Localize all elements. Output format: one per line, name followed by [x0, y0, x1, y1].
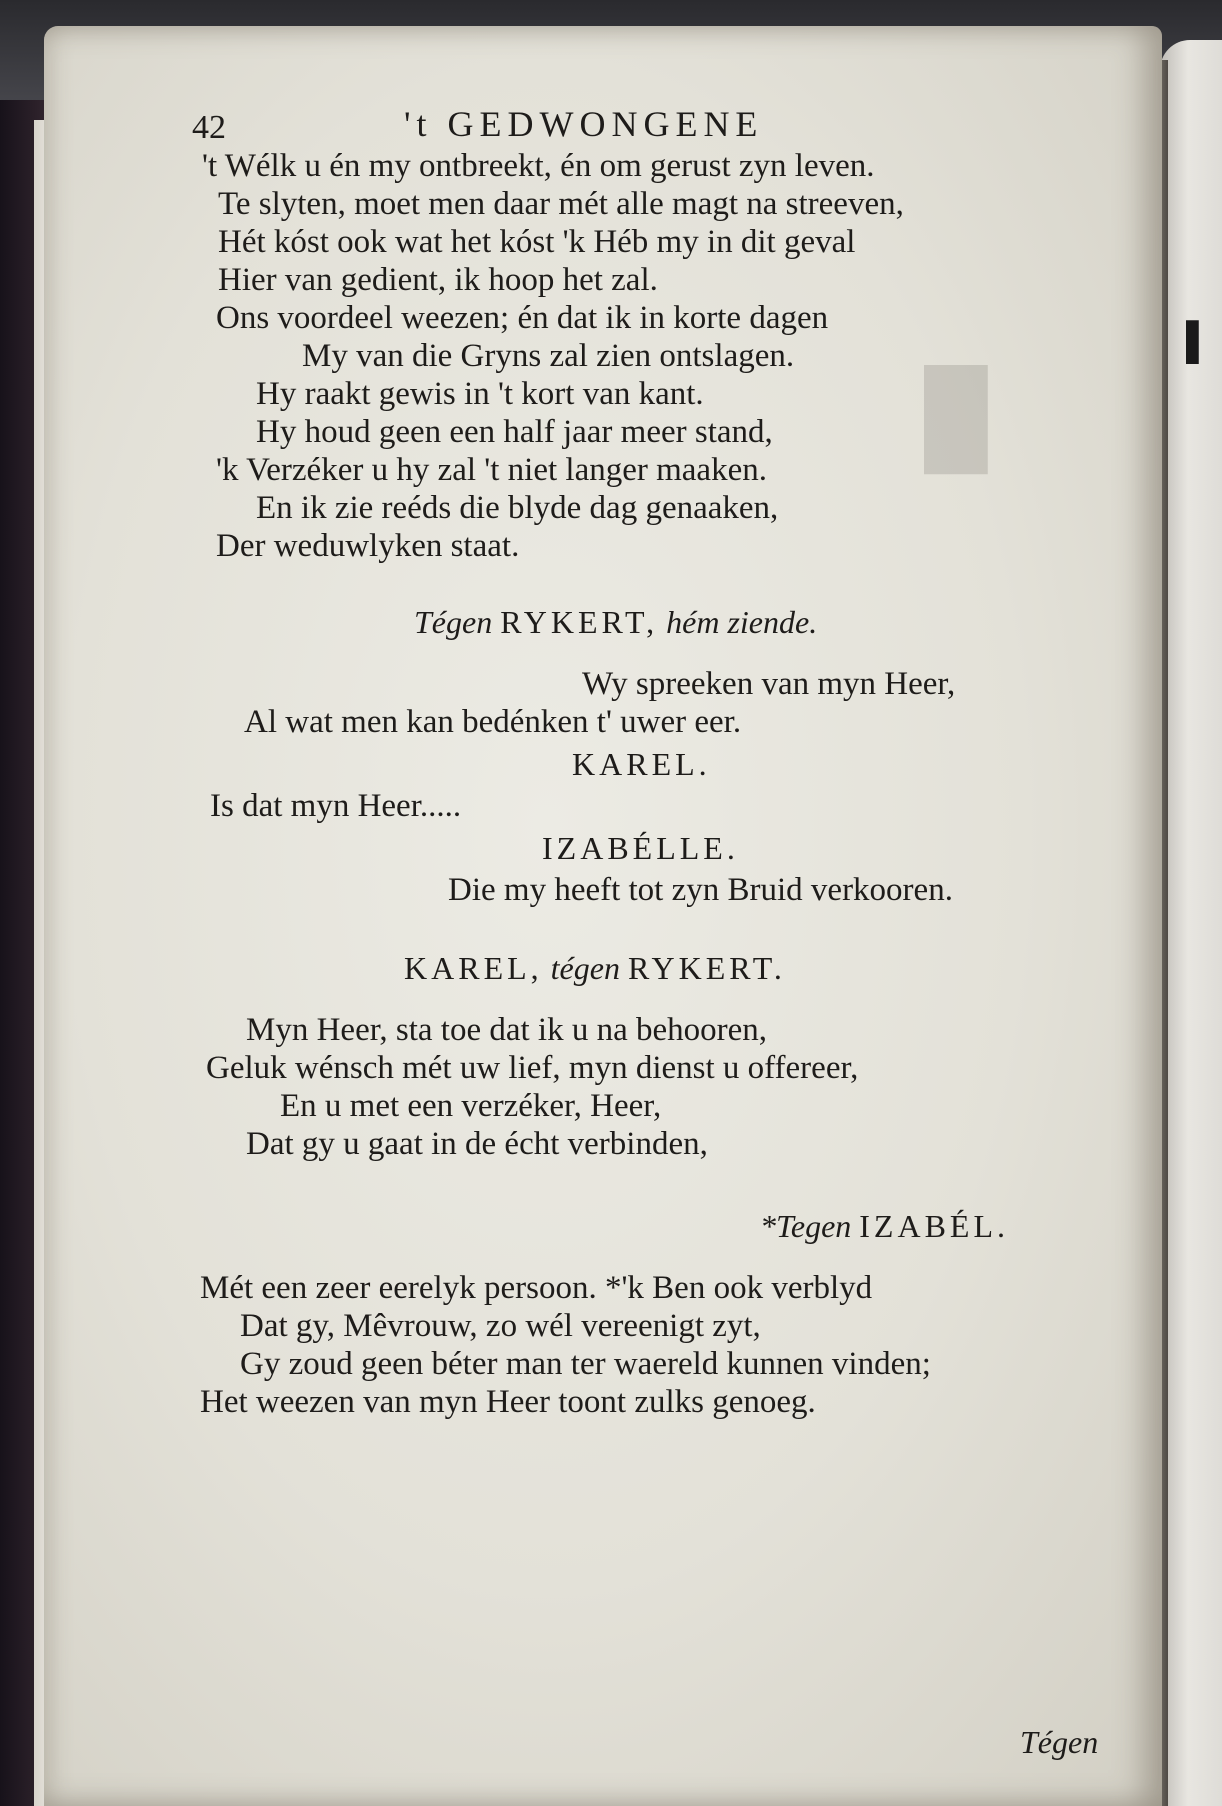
verse-line: 'k Verzéker u hy zal 't niet langer maaken.	[216, 452, 767, 488]
verse-line: Hy houd geen een half jaar meer stand,	[256, 414, 773, 450]
direction-suffix: hém ziende.	[666, 604, 818, 640]
verse-line: Al wat men kan bedénken t' uwer eer.	[244, 704, 742, 740]
verse-line: Is dat myn Heer.....	[210, 788, 462, 824]
direction-name: RYKERT,	[500, 604, 659, 640]
stage-direction-3	[760, 1208, 1009, 1244]
catchword: Tégen	[1020, 1724, 1099, 1760]
verse-line: Der weduwlyken staat.	[216, 528, 520, 564]
verse-line: Hét kóst ook wat het kóst 'k Héb my in dit geval	[218, 224, 856, 260]
verse-line: Hier van gedient, ik hoop het zal.	[218, 262, 658, 298]
verse-line: Ons voordeel weezen; én dat ik in korte dagen	[216, 300, 829, 336]
verse-line: My van die Gryns zal zien ontslagen.	[302, 338, 795, 374]
verse-line: 't Wélk u én my ontbreekt, én om gerust zyn leven.	[202, 148, 875, 184]
verse-line: Te slyten, moet men daar mét alle magt na streeven,	[218, 186, 904, 222]
running-title: 't GEDWONGENE	[404, 104, 764, 144]
direction-middle: tégen	[550, 950, 620, 986]
direction-name: IZABÉL.	[859, 1208, 1010, 1244]
facing-page	[1160, 40, 1222, 1806]
verse-line: Wy spreeken van myn Heer,	[582, 666, 956, 702]
verse-line: Dat gy, Mêvrouw, zo wél vereenigt zyt,	[240, 1308, 761, 1344]
verse-line: Dat gy u gaat in de écht verbinden,	[246, 1126, 708, 1162]
speaker-name: IZABÉLLE.	[542, 830, 739, 866]
facing-page-glyph: ▌	[1186, 321, 1212, 361]
direction-name: KAREL,	[404, 950, 543, 986]
verse-line: Gy zoud geen béter man ter waereld kunnen vinden;	[240, 1346, 931, 1382]
verse-line: Geluk wénsch mét uw lief, myn dienst u offereer,	[206, 1050, 859, 1086]
verse-line: En u met een verzéker, Heer,	[280, 1088, 662, 1124]
stage-direction-2	[404, 950, 786, 986]
verse-line: En ik zie reéds die blyde dag genaaken,	[256, 490, 779, 526]
book-page	[44, 26, 1162, 1806]
show-through-initial: █	[924, 368, 988, 467]
direction-target: RYKERT.	[627, 950, 786, 986]
page-number: 42	[192, 109, 226, 146]
verse-line: Die my heeft tot zyn Bruid verkooren.	[448, 872, 953, 908]
verse-line: Myn Heer, sta toe dat ik u na behooren,	[246, 1012, 768, 1048]
direction-prefix: *Tegen	[760, 1208, 852, 1244]
direction-prefix: Tégen	[414, 604, 493, 640]
verse-line: Het weezen van myn Heer toont zulks genoeg.	[200, 1384, 816, 1420]
stage-direction-1	[414, 604, 817, 640]
verse-line: Mét een zeer eerelyk persoon. *'k Ben ook verblyd	[200, 1270, 873, 1306]
speaker-name: KAREL.	[572, 746, 711, 782]
verse-line: Hy raakt gewis in 't kort van kant.	[256, 376, 704, 412]
